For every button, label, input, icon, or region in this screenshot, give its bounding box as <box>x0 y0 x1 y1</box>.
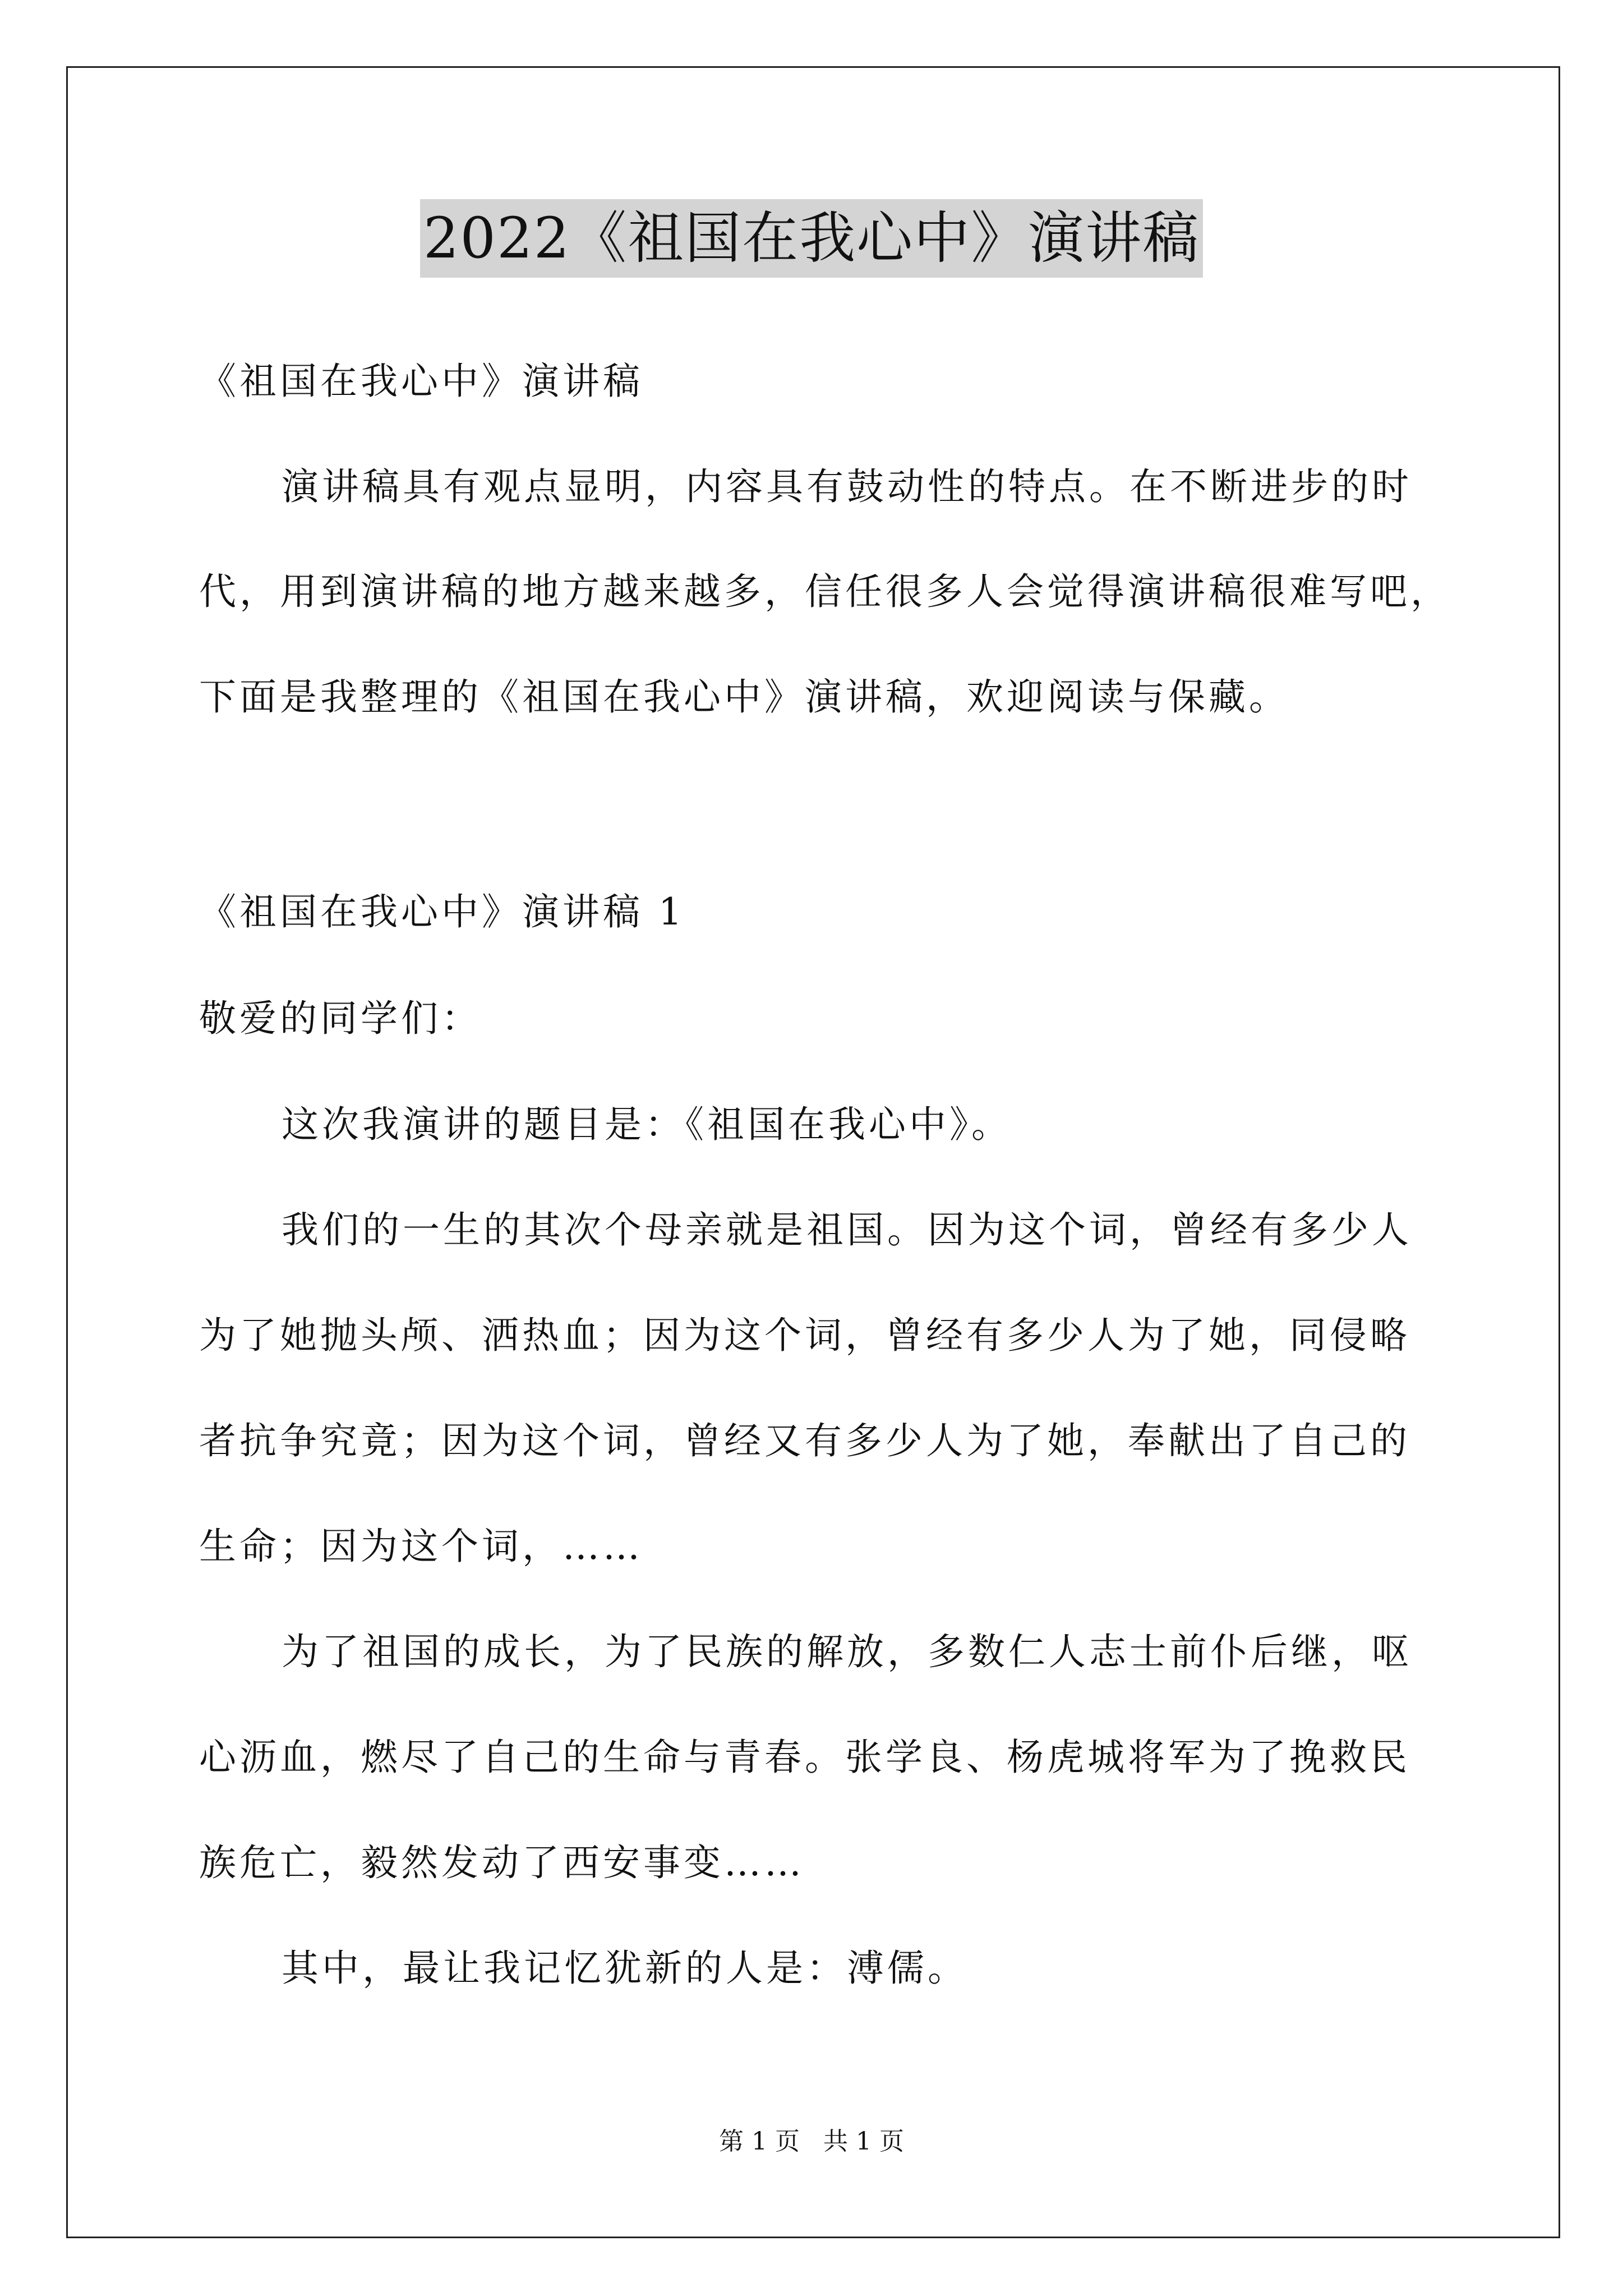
document-title: 2022《祖国在我心中》演讲稿 <box>420 199 1204 278</box>
paragraph-line: 心沥血，燃尽了自己的生命与青春。张学良、杨虎城将军为了挽救民 <box>199 1736 1410 1779</box>
paragraph-line: 者抗争究竟；因为这个词，曾经又有多少人为了她，奉献出了自己的 <box>199 1419 1410 1462</box>
paragraph-line: 生命；因为这个词，…… <box>199 1525 643 1568</box>
paragraph-line: 其中，最让我记忆犹新的人是：溥儒。 <box>282 1947 968 1990</box>
page-footer: 第 1 页 共 1 页 <box>719 2127 904 2156</box>
paragraph-line: 代，用到演讲稿的地方越来越多，信任很多人会觉得演讲稿很难写吧， <box>199 570 1451 613</box>
paragraph-line: 我们的一生的其次个母亲就是祖国。因为这个词，曾经有多少人 <box>282 1208 1412 1251</box>
subtitle-line: 《祖国在我心中》演讲稿 <box>199 360 643 403</box>
title-container <box>0 199 1623 278</box>
paragraph-line: 为了她抛头颅、洒热血；因为这个词，曾经有多少人为了她，同侵略 <box>199 1314 1410 1357</box>
section-heading: 《祖国在我心中》演讲稿 1 <box>199 890 685 933</box>
paragraph-line: 这次我演讲的题目是：《祖国在我心中》。 <box>282 1103 1012 1146</box>
paragraph-line: 族危亡，毅然发动了西安事变…… <box>199 1841 805 1884</box>
paragraph-line: 为了祖国的成长，为了民族的解放，多数仁人志士前仆后继，呕 <box>282 1630 1412 1673</box>
salutation-line: 敬爱的同学们： <box>199 997 482 1040</box>
paragraph-line: 演讲稿具有观点显明，内容具有鼓动性的特点。在不断进步的时 <box>282 465 1412 508</box>
paragraph-line: 下面是我整理的《祖国在我心中》演讲稿，欢迎阅读与保藏。 <box>199 675 1289 719</box>
